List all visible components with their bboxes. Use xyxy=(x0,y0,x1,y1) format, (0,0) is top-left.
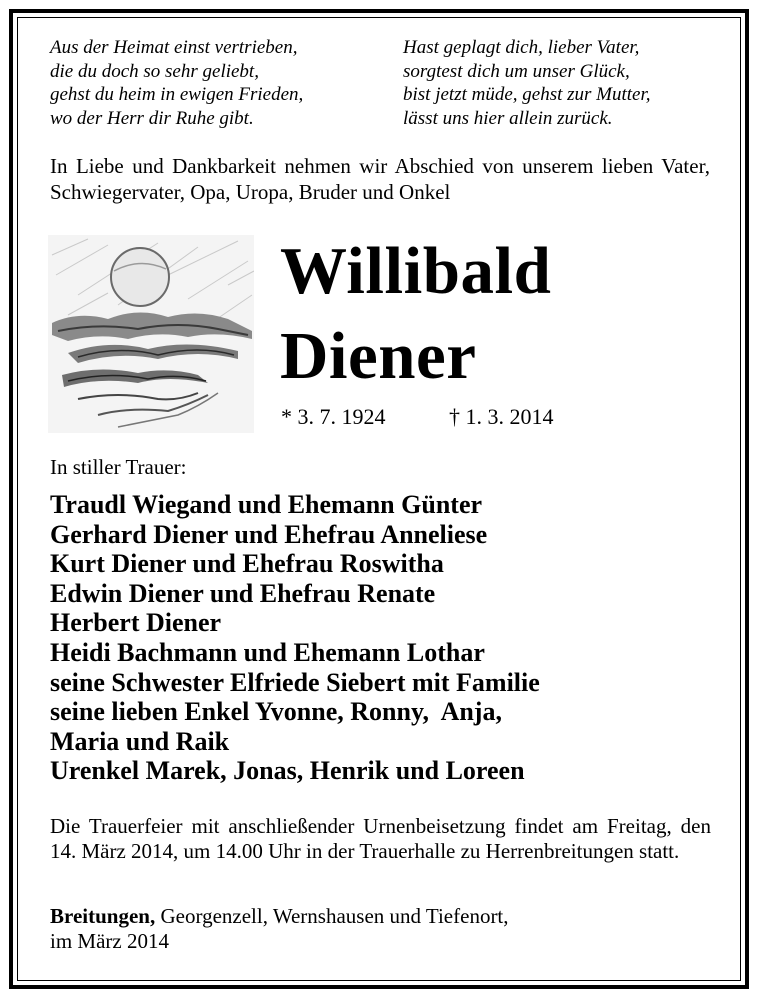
signoff-places xyxy=(50,904,509,929)
mourner-line: Heidi Bachmann und Ehemann Lothar xyxy=(50,637,485,667)
poem-right-line: Hast geplagt dich, lieber Vater, xyxy=(403,37,640,58)
mourner-line: Herbert Diener xyxy=(50,608,222,638)
poem-left-line: gehst du heim in ewigen Frieden, xyxy=(50,84,304,105)
poem-left xyxy=(50,36,303,130)
poem-right-line: bist jetzt müde, gehst zur Mutter, xyxy=(403,84,651,105)
signoff-place-main: Breitungen, xyxy=(50,904,156,928)
sunset-landscape-sketch-icon xyxy=(48,235,254,433)
deceased-last-name: Diener xyxy=(280,319,477,393)
intro-text: In Liebe und Dankbarkeit nehmen wir Abschied von unserem lieben Vater, Schwiegervater, Opa, Uropa, Bruder und Onkel xyxy=(50,154,710,204)
death-date: † 1. 3. 2014 xyxy=(449,404,554,429)
signoff-date: im März 2014 xyxy=(50,929,169,953)
poem-left-line: wo der Herr dir Ruhe gibt. xyxy=(50,107,254,129)
poem-right-line: sorgtest dich um unser Glück, xyxy=(403,60,630,82)
poem-right xyxy=(403,36,651,130)
mourner-line: Urenkel Marek, Jonas, Henrik und Loreen xyxy=(50,756,525,786)
poem-left-line: die du doch so sehr geliebt, xyxy=(50,60,259,82)
mourner-line: Maria und Raik xyxy=(50,726,230,756)
birth-date: * 3. 7. 1924 xyxy=(281,404,386,429)
signoff-places-rest: Georgenzell, Wernshausen und Tiefenort, xyxy=(155,904,509,928)
deceased-first-name: Willibald xyxy=(280,234,552,308)
mourning-intro: In stiller Trauer: xyxy=(50,455,187,479)
poem-right-line: lässt uns hier allein zurück. xyxy=(403,107,613,129)
mourner-line: Edwin Diener und Ehefrau Renate xyxy=(50,578,436,608)
mourner-line: Traudl Wiegand und Ehemann Günter xyxy=(50,490,483,519)
mourners-list xyxy=(50,490,540,786)
mourner-line: Kurt Diener und Ehefrau Roswitha xyxy=(50,549,444,579)
mourner-line: seine lieben Enkel Yvonne, Ronny, Anja, xyxy=(50,697,502,727)
signoff xyxy=(50,904,509,954)
mourner-line: Gerhard Diener und Ehefrau Anneliese xyxy=(50,519,488,549)
mourner-line: seine Schwester Elfriede Siebert mit Familie xyxy=(50,667,540,697)
poem-left-line: Aus der Heimat einst vertrieben, xyxy=(50,37,298,58)
funeral-service-text: Die Trauerfeier mit anschließender Urnenbeisetzung findet am Freitag, den 14. März 2014, um 14.00 Uhr in der Trauerhalle zu Herrenbreitungen statt. xyxy=(50,814,711,863)
